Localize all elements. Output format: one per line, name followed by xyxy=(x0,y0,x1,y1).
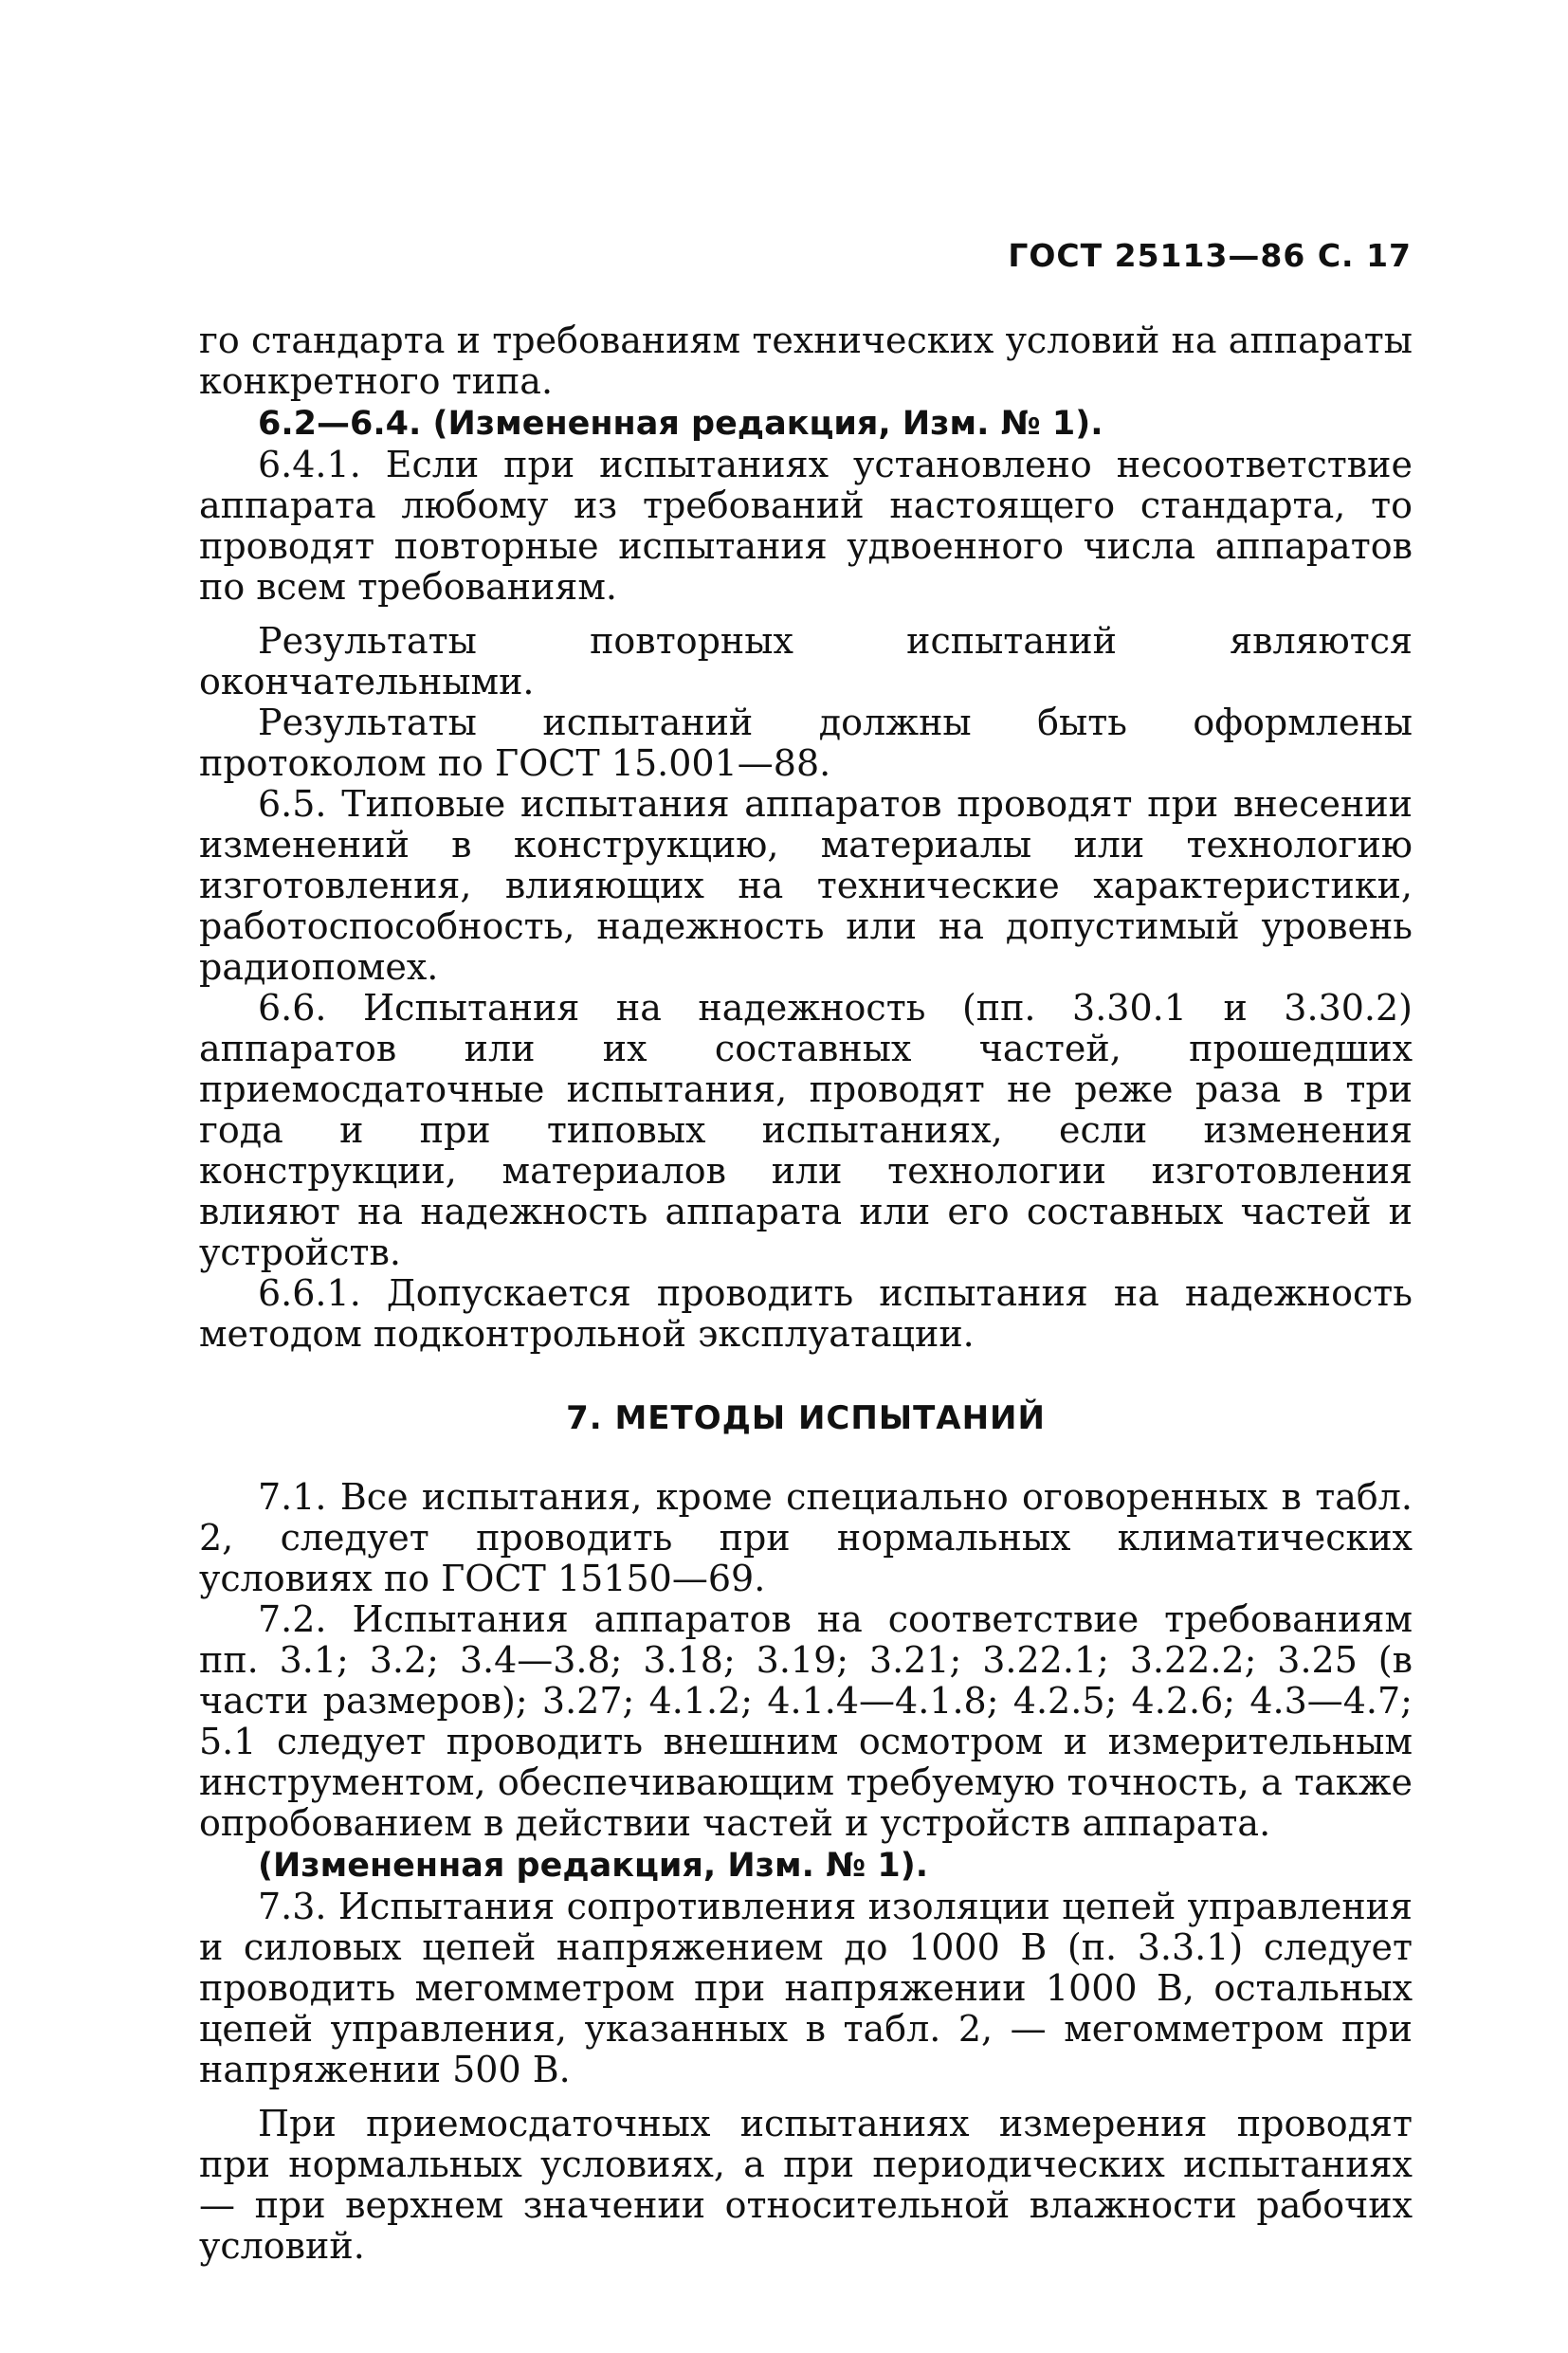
running-header: ГОСТ 25113—86 С. 17 xyxy=(1008,237,1412,274)
paragraph-6-5: 6.5. Типовые испытания аппаратов проводят при внесении изменений в конструкцию, материалы или технологию изготовления, влияющих на технические характеристики, работоспособность, надежность или на допустимый уровень радиопомех. xyxy=(199,783,1413,988)
paragraph-repeat-results: Результаты повторных испытаний являются окончательными. xyxy=(199,620,1413,702)
paragraph-results-protocol: Результаты испытаний должны быть оформлены протоколом по ГОСТ 15.001—88. xyxy=(199,702,1413,784)
paragraph-7-1: 7.1. Все испытания, кроме специально оговоренных в табл. 2, следует проводить при нормальных климатических условиях по ГОСТ 15150—69. xyxy=(199,1476,1413,1599)
paragraph-6-4-1: 6.4.1. Если при испытаниях установлено несоответствие аппарата любому из требований настоящего стандарта, то проводят повторные испытания удвоенного числа аппаратов по всем требованиям. xyxy=(199,444,1413,608)
amendment-note: (Измененная редакция, Изм. № 1). xyxy=(258,1847,929,1885)
paragraph-6-6: 6.6. Испытания на надежность (пп. 3.30.1 и 3.30.2) аппаратов или их составных частей, прошедших приемосдаточные испытания, проводят не реже раза в три года и при типовых испытаниях, если изменения конструкции, материалов или технологии изготовления влияют на надежность аппарата или его составных частей и устройств. xyxy=(199,987,1413,1273)
paragraph-humidity: При приемосдаточных испытаниях измерения проводят при нормальных условиях, а при периодических испытаниях — при верхнем значении относительной влажности рабочих условий. xyxy=(199,2103,1413,2267)
paragraph-amendment-6-2 xyxy=(199,402,1413,445)
paragraph-7-2: 7.2. Испытания аппаратов на соответствие требованиям пп. 3.1; 3.2; 3.4—3.8; 3.18; 3.19; 3.21; 3.22.1; 3.22.2; 3.25 (в части размеров); 3.27; 4.1.2; 4.1.4—4.1.8; 4.2.5; 4.2.6; 4.3—4.7; 5.1 следует проводить внешним осмотром и измерительным инструментом, обеспечивающим требуемую точность, а также опробованием в действии частей и устройств аппарата. xyxy=(199,1598,1413,1844)
section-title: 7. МЕТОДЫ ИСПЫТАНИЙ xyxy=(566,1399,1046,1437)
paragraph-continuation: го стандарта и требованиям технических условий на аппараты конкретного типа. xyxy=(199,319,1413,402)
amendment-note: 6.2—6.4. (Измененная редакция, Изм. № 1). xyxy=(258,405,1103,443)
paragraph-6-6-1: 6.6.1. Допускается проводить испытания на надежность методом подконтрольной эксплуатации. xyxy=(199,1272,1413,1355)
paragraph-amendment-7-2 xyxy=(199,1844,1413,1887)
document-body xyxy=(199,320,1413,2267)
paragraph-7-3: 7.3. Испытания сопротивления изоляции цепей управления и силовых цепей напряжением до 1000 В (п. 3.3.1) следует проводить мегомметром при напряжении 1000 В, остальных цепей управления, указанных в табл. 2, — мегомметром при напряжении 500 В. xyxy=(199,1886,1413,2090)
